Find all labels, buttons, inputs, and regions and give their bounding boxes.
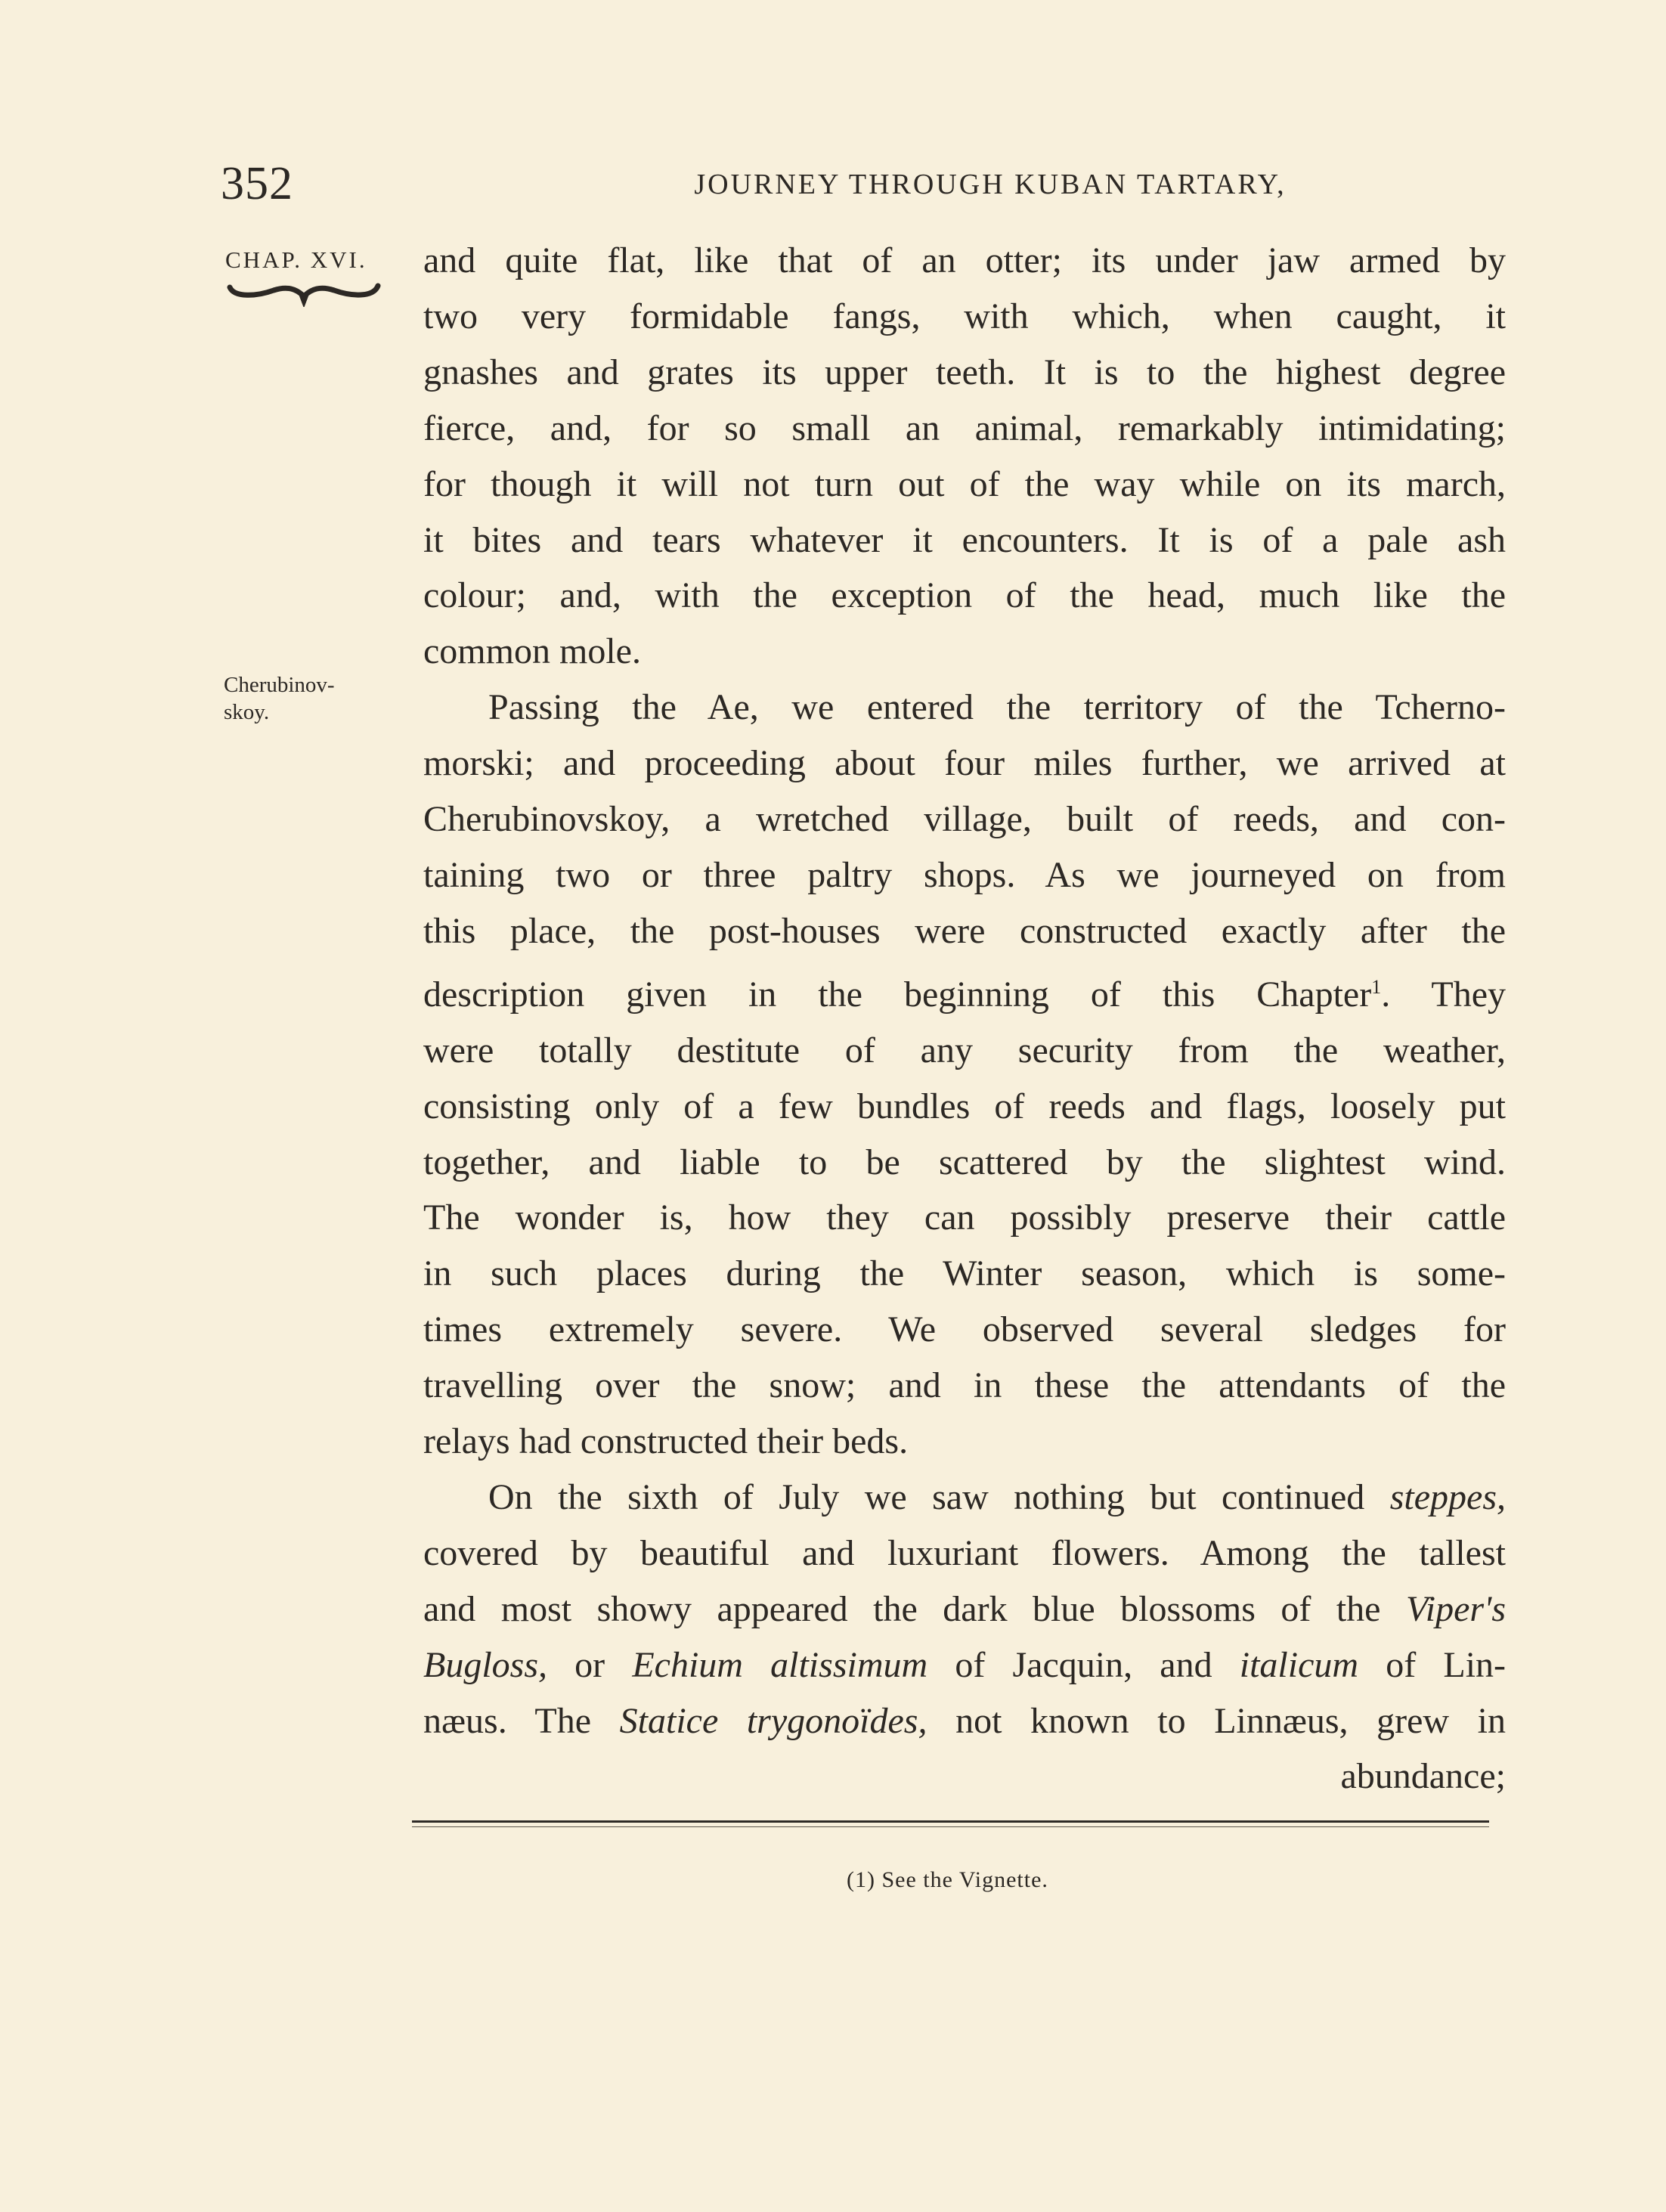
text-segment: næus. The <box>423 1700 620 1741</box>
text-segment: description given in the beginning of this Chapter <box>423 974 1372 1015</box>
flourish-ornament-icon <box>227 280 381 307</box>
text-line: it bites and tears whatever it encounters. It is of a pale ash <box>423 519 1506 560</box>
text-line <box>423 959 1506 1023</box>
italic-term: Bugloss, <box>423 1644 548 1685</box>
italic-term: Statice trygonoïdes, <box>619 1700 927 1741</box>
text-line: were totally destitute of any security from the weather, <box>423 1030 1506 1070</box>
text-line: consisting only of a few bundles of reeds and flags, loosely put <box>423 1086 1506 1126</box>
text-line: two very formidable fangs, with which, when caught, it <box>423 296 1506 336</box>
italic-term: Viper's <box>1405 1588 1506 1629</box>
italic-term: italicum <box>1239 1644 1359 1685</box>
text-segment: or <box>547 1644 633 1685</box>
text-line <box>423 1470 1506 1526</box>
sidenote-line: Cherubinov- <box>224 673 335 697</box>
text-line: common mole. <box>423 631 641 672</box>
text-line: colour; and, with the exception of the head, much like the <box>423 575 1506 616</box>
text-line: Cherubinovskoy, a wretched village, built of reeds, and con- <box>423 799 1506 840</box>
text-line: for though it will not turn out of the way while on its march, <box>423 463 1506 504</box>
chapter-label: CHAP. XVI. <box>225 246 367 273</box>
text-line: covered by beautiful and luxuriant flowers. Among the tallest <box>423 1532 1506 1573</box>
text-line: Passing the Ae, we entered the territory of the Tcherno- <box>488 687 1506 728</box>
body-text <box>423 233 1506 1805</box>
text-line <box>423 1637 1506 1693</box>
italic-term: Echium altissimum <box>632 1644 928 1685</box>
text-segment: not known to Linnæus, grew in <box>927 1700 1507 1741</box>
text-segment: of Lin- <box>1358 1644 1507 1685</box>
text-line <box>423 1582 1506 1637</box>
page-number: 352 <box>221 158 293 209</box>
text-line: relays had constructed their beds. <box>423 1421 909 1462</box>
text-line: fierce, and, for so small an animal, remarkably intimidating; <box>423 407 1506 448</box>
text-line: morski; and proceeding about four miles further, we arrived at <box>423 743 1506 784</box>
text-line: this place, the post-houses were constructed exactly after the <box>423 910 1506 951</box>
text-line: in such places during the Winter season, which is some- <box>423 1253 1506 1294</box>
footnote-divider-thin <box>412 1826 1489 1827</box>
catchword: abundance; <box>1340 1756 1506 1797</box>
text-line <box>423 1693 1506 1749</box>
text-line: taining two or three paltry shops. As we journeyed on from <box>423 854 1506 895</box>
footnote-marker: 1 <box>1371 975 1382 998</box>
text-line: The wonder is, how they can possibly preserve their cattle <box>423 1197 1506 1238</box>
italic-term: steppes, <box>1389 1476 1506 1517</box>
running-title: JOURNEY THROUGH KUBAN TARTARY, <box>694 169 1287 200</box>
text-segment: of Jacquin, and <box>927 1644 1240 1685</box>
text-segment: On the sixth of July we saw nothing but continued <box>488 1476 1390 1517</box>
text-line: gnashes and grates its upper teeth. It is to the highest degree <box>423 352 1506 392</box>
text-line: and quite flat, like that of an otter; its under jaw armed by <box>423 240 1506 280</box>
text-line: travelling over the snow; and in these the attendants of the <box>423 1365 1506 1406</box>
text-line: together, and liable to be scattered by the slightest wind. <box>423 1142 1506 1182</box>
text-segment: . They <box>1381 974 1507 1015</box>
footnote-divider <box>412 1820 1489 1823</box>
margin-sidenote <box>224 671 382 726</box>
sidenote-line: skoy. <box>224 700 270 724</box>
footnote: (1) See the Vignette. <box>847 1867 1048 1892</box>
text-line: times extremely severe. We observed several sledges for <box>423 1309 1506 1350</box>
text-segment: and most showy appeared the dark blue blossoms of the <box>423 1588 1406 1629</box>
